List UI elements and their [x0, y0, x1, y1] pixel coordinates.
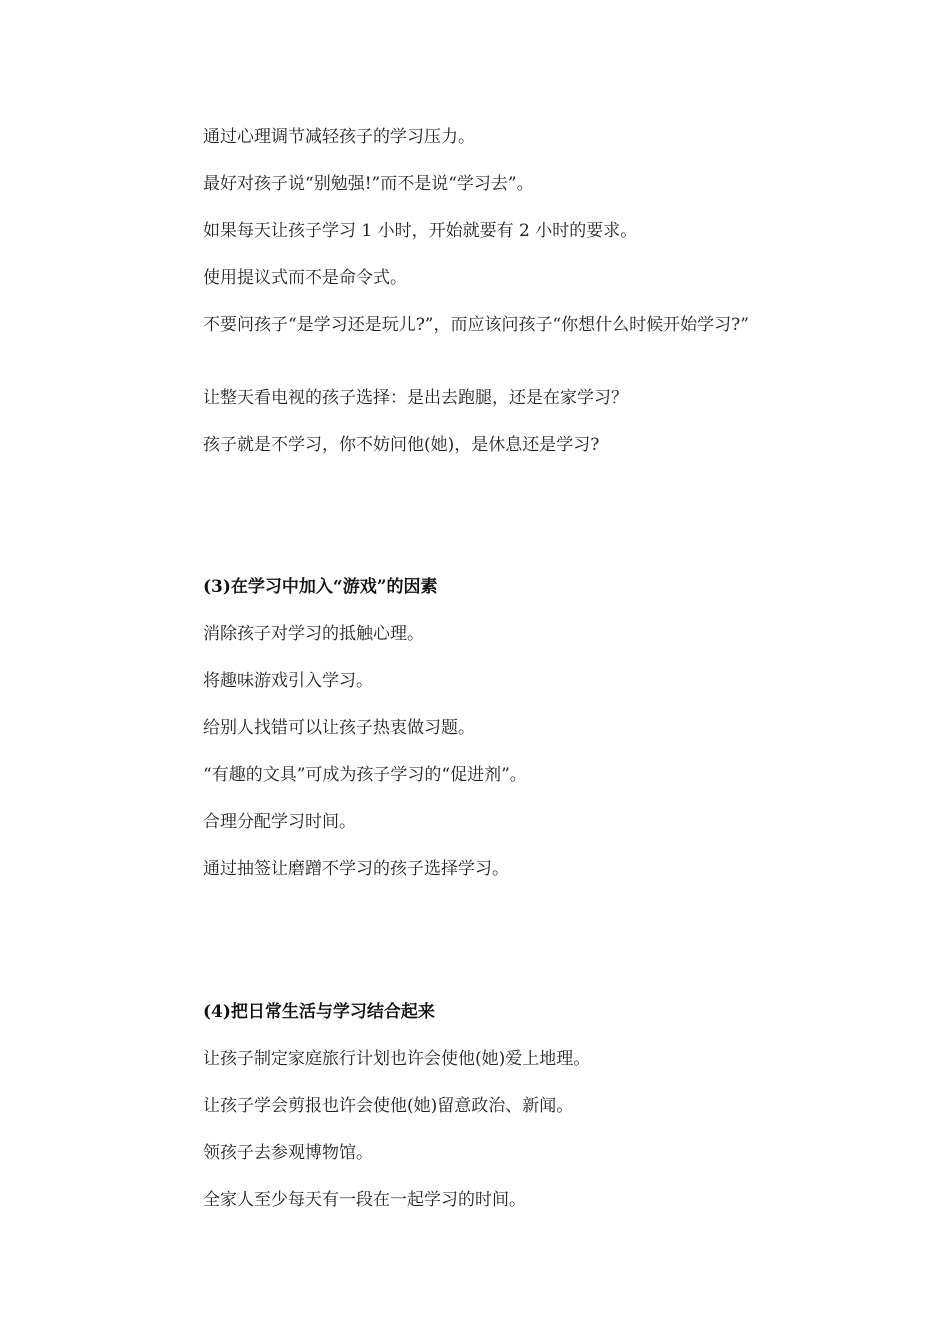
paragraph: 通过抽签让磨蹭不学习的孩子选择学习。	[203, 859, 509, 879]
faint-watermark-mark	[472, 958, 512, 972]
paragraph: 全家人至少每天有一段在一起学习的时间。	[203, 1190, 526, 1210]
section-heading: (3)在学习中加入“游戏”的因素	[203, 577, 438, 597]
paragraph: “有趣的文具”可成为孩子学习的“促进剂”。	[203, 765, 527, 785]
paragraph: 合理分配学习时间。	[203, 812, 356, 832]
paragraph: 让整天看电视的孩子选择：是出去跑腿，还是在家学习？	[203, 388, 628, 408]
paragraph: 最好对孩子说“别勉强!”而不是说“学习去”。	[203, 174, 534, 194]
paragraph: 让孩子制定家庭旅行计划也许会使他(她)爱上地理。	[203, 1049, 591, 1069]
faint-watermark-mark	[472, 533, 512, 547]
paragraph: 孩子就是不学习，你不妨问他(她)，是休息还是学习?	[203, 435, 600, 455]
paragraph: 将趣味游戏引入学习。	[203, 671, 373, 691]
paragraph: 通过心理调节减轻孩子的学习压力。	[203, 127, 475, 147]
paragraph: 不要问孩子“是学习还是玩儿?”，而应该问孩子“你想什么时候开始学习?”	[203, 315, 749, 335]
paragraph: 给别人找错可以让孩子热衷做习题。	[203, 718, 475, 738]
paragraph: 消除孩子对学习的抵触心理。	[203, 624, 424, 644]
paragraph: 领孩子去参观博物馆。	[203, 1143, 373, 1163]
paragraph: 如果每天让孩子学习 1 小时，开始就要有 2 小时的要求。	[203, 221, 638, 241]
paragraph: 使用提议式而不是命令式。	[203, 268, 407, 288]
paragraph: 让孩子学会剪报也许会使他(她)留意政治、新闻。	[203, 1096, 574, 1116]
section-heading: (4)把日常生活与学习结合起来	[203, 1002, 435, 1022]
